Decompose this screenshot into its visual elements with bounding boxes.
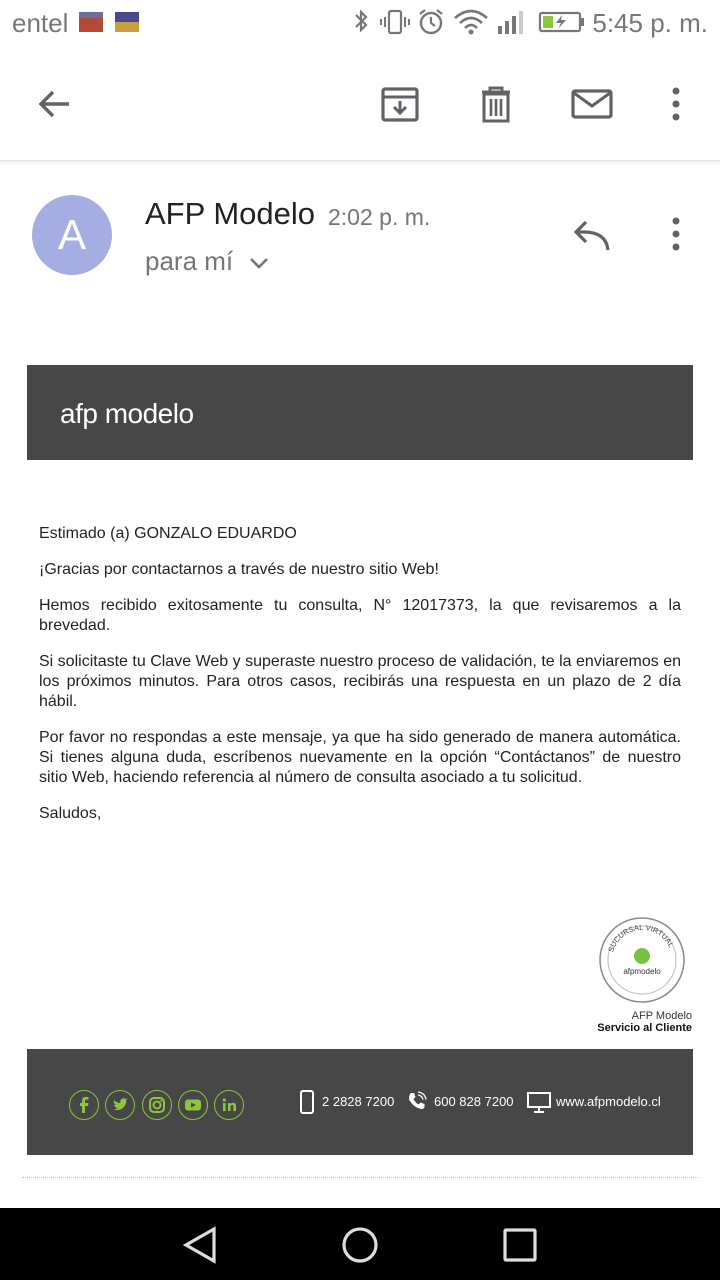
- recipient-label: para mí: [145, 246, 234, 276]
- youtube-icon[interactable]: [178, 1090, 208, 1120]
- phone-call-icon: [406, 1090, 428, 1112]
- desktop-monitor-icon: [527, 1091, 551, 1113]
- message-time: 2:02 p. m.: [328, 204, 431, 230]
- phone-number[interactable]: 600 828 7200: [434, 1094, 514, 1109]
- recipient-toggle[interactable]: [145, 246, 270, 277]
- chevron-down-icon: [248, 256, 270, 270]
- notification-thumbnail-icon: [78, 8, 104, 36]
- seal-top-text: SUCURSAL VIRTUAL: [606, 922, 676, 954]
- seal-caption: AFP Modelo: [631, 1010, 692, 1022]
- reply-icon[interactable]: [570, 216, 614, 256]
- brand-logo: [60, 398, 194, 430]
- app-toolbar: [0, 50, 720, 161]
- system-nav-bar: [0, 1208, 720, 1280]
- body-paragraph: ¡Gracias por contactarnos a través de nuestro sitio Web!: [39, 561, 439, 578]
- mobile-phone-icon: [298, 1088, 316, 1116]
- alarm-icon: [416, 8, 446, 36]
- vibrate-icon: [380, 8, 410, 36]
- sucursal-virtual-seal: [598, 916, 686, 1004]
- greeting: Estimado (a) GONZALO EDUARDO: [39, 525, 297, 542]
- phone-number[interactable]: 2 2828 7200: [322, 1094, 395, 1109]
- notification-thumbnail-icon: [114, 8, 140, 36]
- trash-icon[interactable]: [474, 82, 518, 126]
- bluetooth-icon: [350, 8, 372, 36]
- brand-logo-text: afp modelo: [60, 398, 194, 429]
- body-paragraph: Hemos recibido exitosamente tu consulta, N° 12017373, la que revisaremos a la brevedad.: [39, 597, 681, 634]
- back-triangle-icon[interactable]: [181, 1226, 221, 1264]
- seal-logo-text: afpmodelo: [623, 967, 661, 976]
- clock-label: 5:45 p. m.: [592, 8, 708, 38]
- avatar[interactable]: A: [32, 195, 112, 275]
- battery-charging-icon: [538, 8, 586, 36]
- body-paragraph: Si solicitaste tu Clave Web y superaste nuestro proceso de validación, te la enviaremos en los próximos minutos. Para otros casos, recibirás una respuesta en un plazo de 2 día hábil.: [39, 653, 681, 710]
- signal-icon: [496, 8, 528, 36]
- divider: [22, 1177, 698, 1178]
- arrow-left-icon[interactable]: [33, 82, 77, 126]
- status-bar: [0, 0, 720, 50]
- sender-name: AFP Modelo: [145, 196, 316, 231]
- mail-icon[interactable]: [570, 82, 614, 126]
- more-vert-icon[interactable]: [654, 212, 698, 256]
- carrier-label: entel: [12, 8, 69, 38]
- recents-square-icon[interactable]: [502, 1227, 538, 1263]
- website-link[interactable]: www.afpmodelo.cl: [556, 1094, 661, 1109]
- linkedin-icon[interactable]: [214, 1090, 244, 1120]
- closing: Saludos,: [39, 805, 102, 822]
- home-circle-icon[interactable]: [340, 1225, 380, 1265]
- twitter-icon[interactable]: [105, 1090, 135, 1120]
- email-body: [39, 524, 681, 840]
- wifi-icon: [452, 8, 490, 36]
- archive-icon[interactable]: [378, 82, 422, 126]
- body-paragraph: Por favor no respondas a este mensaje, ya que ha sido generado de manera automática. Si tienes alguna duda, escríbenos nuevamente en la opción “Contáctanos” de nuestro sitio Web, haciendo referencia al número de consulta asociado a tu solicitud.: [39, 729, 681, 786]
- more-vert-icon[interactable]: [654, 82, 698, 126]
- instagram-icon[interactable]: [142, 1090, 172, 1120]
- facebook-icon[interactable]: [69, 1090, 99, 1120]
- seal-caption-bold: Servicio al Cliente: [597, 1022, 692, 1034]
